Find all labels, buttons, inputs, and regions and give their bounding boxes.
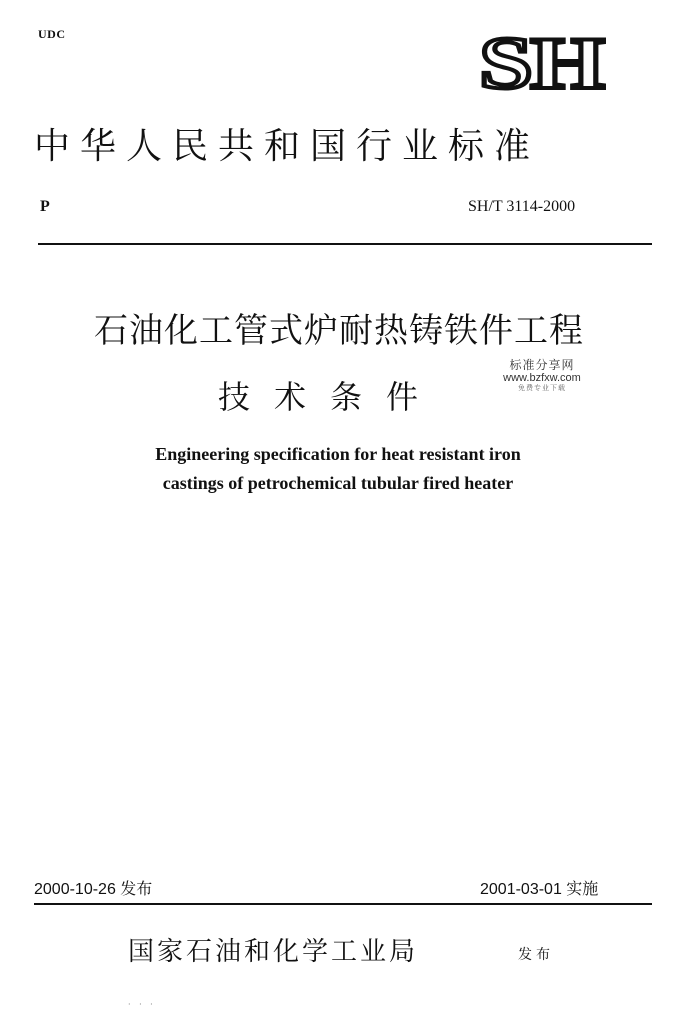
category-code: P [40, 198, 50, 215]
header-divider [38, 243, 652, 245]
issuing-action: 发布 [518, 947, 554, 963]
footer-divider [34, 903, 652, 905]
scan-specks: · · · [128, 1000, 156, 1009]
industry-standard-title: 中华人民共和国行业标准 [34, 126, 541, 167]
watermark-subtitle: 免费专业下载 [518, 384, 566, 392]
english-title-line1: Engineering specification for heat resistant iron [155, 444, 521, 464]
implement-date: 2001-03-01 实施 [480, 881, 599, 898]
sh-logo [476, 28, 606, 98]
english-title-line2: castings of petrochemical tubular fired heater [162, 473, 514, 493]
chinese-title-line2: 技术条件 [218, 378, 443, 416]
english-title [60, 440, 616, 498]
issuing-authority: 国家石油和化学工业局 [128, 937, 419, 967]
standard-number: SH/T 3114-2000 [468, 198, 576, 215]
watermark-url: www.bzfxw.com [503, 372, 581, 384]
publish-date: 2000-10-26 发布 [34, 881, 153, 898]
watermark [492, 359, 592, 392]
watermark-name: 标准分享网 [509, 358, 575, 372]
udc-label: UDC [38, 27, 66, 41]
chinese-title-line1: 石油化工管式炉耐热铸铁件工程 [94, 311, 584, 351]
sh-logo-text: SH [479, 28, 605, 98]
